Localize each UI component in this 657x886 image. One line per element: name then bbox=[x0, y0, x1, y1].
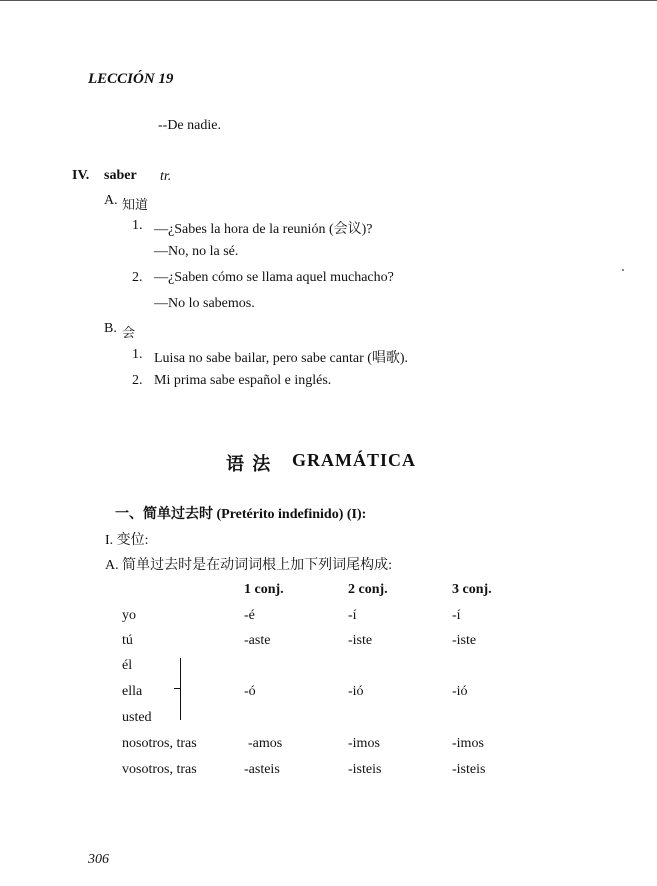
section-iv-abbr: tr. bbox=[160, 169, 172, 184]
example-b1-number: 1. bbox=[132, 347, 143, 362]
ending-nosotros-3: -imos bbox=[452, 736, 484, 751]
meaning-a-gloss: 知道 bbox=[122, 198, 149, 213]
example-a1-question: —¿Sabes la hora de la reunión (会议)? bbox=[154, 222, 373, 237]
ending-tu-3: -iste bbox=[452, 633, 477, 648]
grammar-point-title: 一、简单过去时 (Pretérito indefinido) (I): bbox=[115, 507, 367, 522]
example-a2-question: —¿Saben cómo se llama aquel muchacho? bbox=[154, 270, 394, 285]
pronoun-ella: ella bbox=[122, 684, 143, 699]
example-a1-answer: —No, no la sé. bbox=[154, 244, 239, 259]
pronoun-vosotros: vosotros, tras bbox=[122, 762, 197, 777]
pronoun-nosotros: nosotros, tras bbox=[122, 736, 197, 751]
ending-yo-3: -í bbox=[452, 608, 461, 623]
pronoun-tu: tú bbox=[122, 633, 133, 648]
pronoun-el: él bbox=[122, 658, 133, 673]
meaning-a-label: A. bbox=[104, 193, 118, 208]
running-header: LECCIÓN 19 bbox=[88, 71, 174, 87]
example-a2-number: 2. bbox=[132, 270, 143, 285]
ending-el-ella-usted-1: -ó bbox=[244, 684, 256, 699]
example-b2-text: Mi prima sabe español e inglés. bbox=[154, 373, 332, 388]
grammar-heading-es: GRAMÁTICA bbox=[292, 450, 416, 470]
subsection-a: A. 简单过去时是在动词词根上加下列词尾构成: bbox=[105, 558, 392, 573]
grouping-brace-tip bbox=[174, 688, 180, 689]
scan-speck bbox=[622, 269, 624, 271]
meaning-b-gloss: 会 bbox=[122, 326, 136, 341]
column-header-1-conj: 1 conj. bbox=[244, 582, 284, 597]
ending-el-ella-usted-2: -ió bbox=[348, 684, 364, 699]
section-iv-number: IV. bbox=[72, 168, 90, 183]
ending-vosotros-2: -isteis bbox=[348, 762, 382, 777]
ending-yo-2: -í bbox=[348, 608, 357, 623]
meaning-b-label: B. bbox=[104, 321, 117, 336]
ending-nosotros-2: -imos bbox=[348, 736, 380, 751]
example-b1-text: Luisa no sabe bailar, pero sabe cantar (唱歌). bbox=[154, 351, 409, 366]
subsection-i: I. 变位: bbox=[105, 533, 149, 548]
section-iv-verb: saber bbox=[104, 168, 137, 183]
example-b2-number: 2. bbox=[132, 373, 143, 388]
column-header-3-conj: 3 conj. bbox=[452, 582, 492, 597]
grouping-brace bbox=[180, 658, 181, 720]
ending-nosotros-1: -amos bbox=[248, 736, 283, 751]
example-a2-answer: —No lo sabemos. bbox=[154, 296, 255, 311]
column-header-2-conj: 2 conj. bbox=[348, 582, 388, 597]
pronoun-usted: usted bbox=[122, 710, 152, 725]
pronoun-yo: yo bbox=[122, 608, 136, 623]
page-number: 306 bbox=[88, 852, 109, 867]
ending-el-ella-usted-3: -ió bbox=[452, 684, 468, 699]
ending-tu-1: -aste bbox=[244, 633, 271, 648]
grammar-heading-cn: 语 法 bbox=[226, 454, 272, 475]
intro-line: --De nadie. bbox=[158, 118, 221, 133]
example-a1-number: 1. bbox=[132, 218, 143, 233]
ending-vosotros-3: -isteis bbox=[452, 762, 486, 777]
ending-yo-1: -é bbox=[244, 608, 255, 623]
ending-tu-2: -iste bbox=[348, 633, 373, 648]
ending-vosotros-1: -asteis bbox=[244, 762, 280, 777]
